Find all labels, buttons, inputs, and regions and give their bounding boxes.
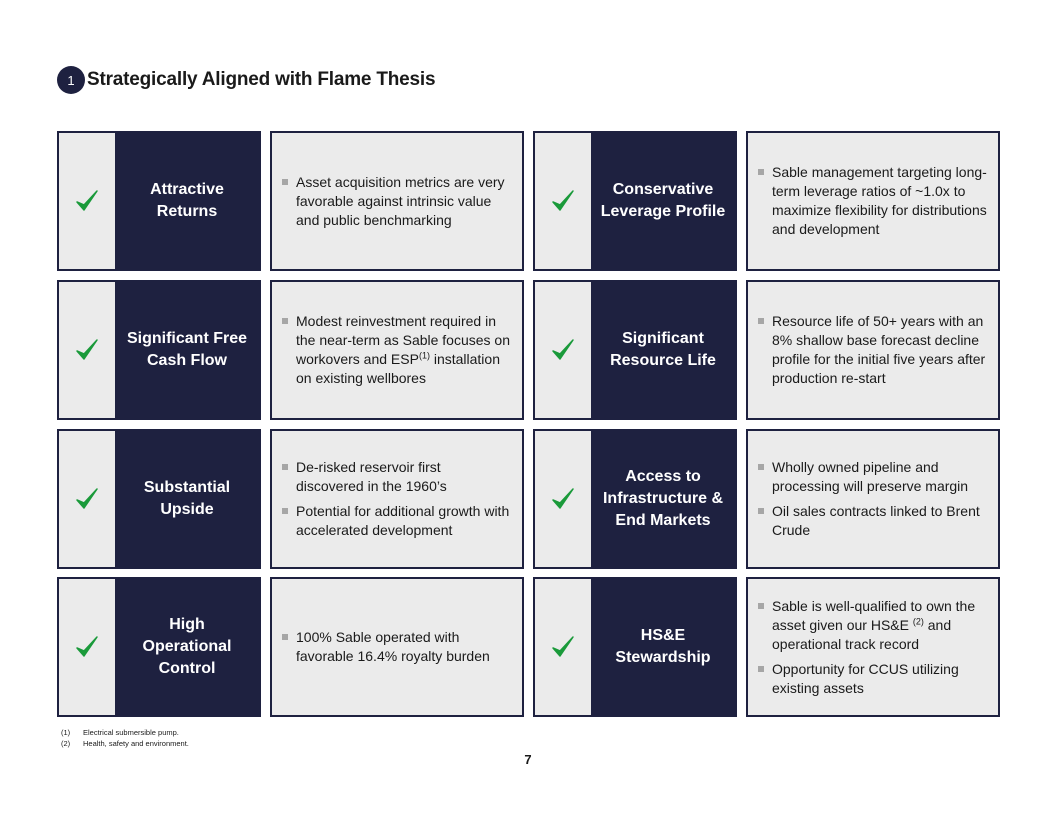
bullet-text: Asset acquisition metrics are very favorable against intrinsic value and public benchmarking — [296, 173, 505, 228]
checkmark-icon — [59, 133, 115, 269]
bullet-item — [280, 458, 512, 496]
bullet-item — [756, 660, 988, 698]
footnote-reference: (2) — [912, 615, 924, 626]
bullet-text — [296, 312, 512, 388]
footnote-text: Health, safety and environment. — [83, 739, 189, 748]
thesis-card — [57, 577, 524, 717]
checkmark-icon — [535, 431, 591, 567]
bullet-text-part: Sable is well-qualified to own the asset given our HS&E — [772, 597, 976, 633]
thesis-title: HS&E Stewardship — [591, 579, 735, 715]
bullet-square-icon — [758, 464, 764, 470]
page-number: 7 — [524, 752, 532, 767]
bullet-item — [756, 312, 988, 388]
thesis-detail-box — [270, 131, 524, 271]
bullet-text: Resource life of 50+ years with an 8% shallow base forecast decline profile for the initial five years after production re-start — [772, 313, 986, 386]
thesis-label-box — [533, 429, 737, 569]
bullet-item — [280, 173, 512, 230]
thesis-label-box — [533, 577, 737, 717]
bullet-item — [756, 458, 988, 496]
thesis-title: Attractive Returns — [115, 133, 259, 269]
bullet-text-part: Modest reinvestment required in the near-term as Sable focuses on workovers and ESP — [296, 313, 511, 367]
bullet-square-icon — [758, 508, 764, 514]
thesis-title: Significant Free Cash Flow — [115, 282, 259, 418]
bullet-text: 100% Sable operated with favorable 16.4% royalty burden — [296, 629, 490, 664]
section-badge: 1 — [57, 66, 85, 94]
thesis-card — [533, 280, 1000, 420]
checkmark-icon — [535, 579, 591, 715]
thesis-detail-box — [270, 280, 524, 420]
thesis-card — [533, 429, 1000, 569]
page-title: Strategically Aligned with Flame Thesis — [87, 69, 436, 90]
footnotes — [61, 727, 189, 749]
bullet-square-icon — [758, 666, 764, 672]
footnote-reference: (1) — [418, 350, 430, 361]
thesis-label-box — [533, 280, 737, 420]
thesis-title: High Operational Control — [115, 579, 259, 715]
bullet-item — [280, 502, 512, 540]
checkmark-icon — [535, 282, 591, 418]
bullet-text — [772, 597, 988, 654]
footnote-number: (1) — [61, 728, 71, 737]
slide-header — [57, 66, 435, 94]
thesis-card — [57, 280, 524, 420]
checkmark-icon — [59, 431, 115, 567]
bullet-item — [756, 163, 988, 239]
thesis-title: Conservative Leverage Profile — [591, 133, 735, 269]
thesis-label-box — [57, 131, 261, 271]
bullet-text: Opportunity for CCUS utilizing existing assets — [772, 660, 959, 696]
bullet-text: Wholly owned pipeline and processing will preserve margin — [772, 459, 969, 494]
thesis-card — [57, 429, 524, 569]
checkmark-icon — [535, 133, 591, 269]
bullet-square-icon — [758, 603, 764, 609]
bullet-item — [756, 597, 988, 654]
thesis-detail-box — [746, 280, 1000, 420]
bullet-text-part: and operational track record — [772, 616, 952, 652]
thesis-card — [57, 131, 524, 271]
checkmark-icon — [59, 282, 115, 418]
thesis-detail-box — [746, 429, 1000, 569]
thesis-label-box — [533, 131, 737, 271]
footnote — [61, 738, 189, 749]
thesis-detail-box — [270, 577, 524, 717]
thesis-label-box — [57, 280, 261, 420]
thesis-detail-box — [746, 131, 1000, 271]
bullet-item — [280, 628, 512, 666]
bullet-text-part: installation on existing wellbores — [296, 351, 500, 386]
bullet-square-icon — [282, 508, 288, 514]
bullet-square-icon — [758, 169, 764, 175]
thesis-title: Substantial Upside — [115, 431, 259, 567]
bullet-square-icon — [282, 179, 288, 185]
thesis-title: Access to Infrastructure & End Markets — [591, 431, 735, 567]
thesis-title: Significant Resource Life — [591, 282, 735, 418]
bullet-text: De-risked reservoir first discovered in the 1960’s — [296, 459, 447, 494]
thesis-label-box — [57, 577, 261, 717]
bullet-item — [756, 502, 988, 540]
bullet-text: Potential for additional growth with accelerated development — [296, 503, 510, 538]
bullet-square-icon — [282, 318, 288, 324]
footnote-number: (2) — [61, 739, 71, 748]
bullet-item — [280, 312, 512, 388]
thesis-card — [533, 577, 1000, 717]
footnote — [61, 727, 189, 738]
thesis-label-box — [57, 429, 261, 569]
checkmark-icon — [59, 579, 115, 715]
thesis-detail-box — [746, 577, 1000, 717]
bullet-square-icon — [282, 464, 288, 470]
bullet-square-icon — [282, 634, 288, 640]
bullet-square-icon — [758, 318, 764, 324]
bullet-text: Oil sales contracts linked to Brent Crude — [772, 503, 980, 538]
thesis-card — [533, 131, 1000, 271]
bullet-text: Sable management targeting long-term leverage ratios of ~1.0x to maximize flexibility for distributions and development — [772, 164, 987, 237]
footnote-text: Electrical submersible pump. — [83, 728, 179, 737]
thesis-detail-box — [270, 429, 524, 569]
